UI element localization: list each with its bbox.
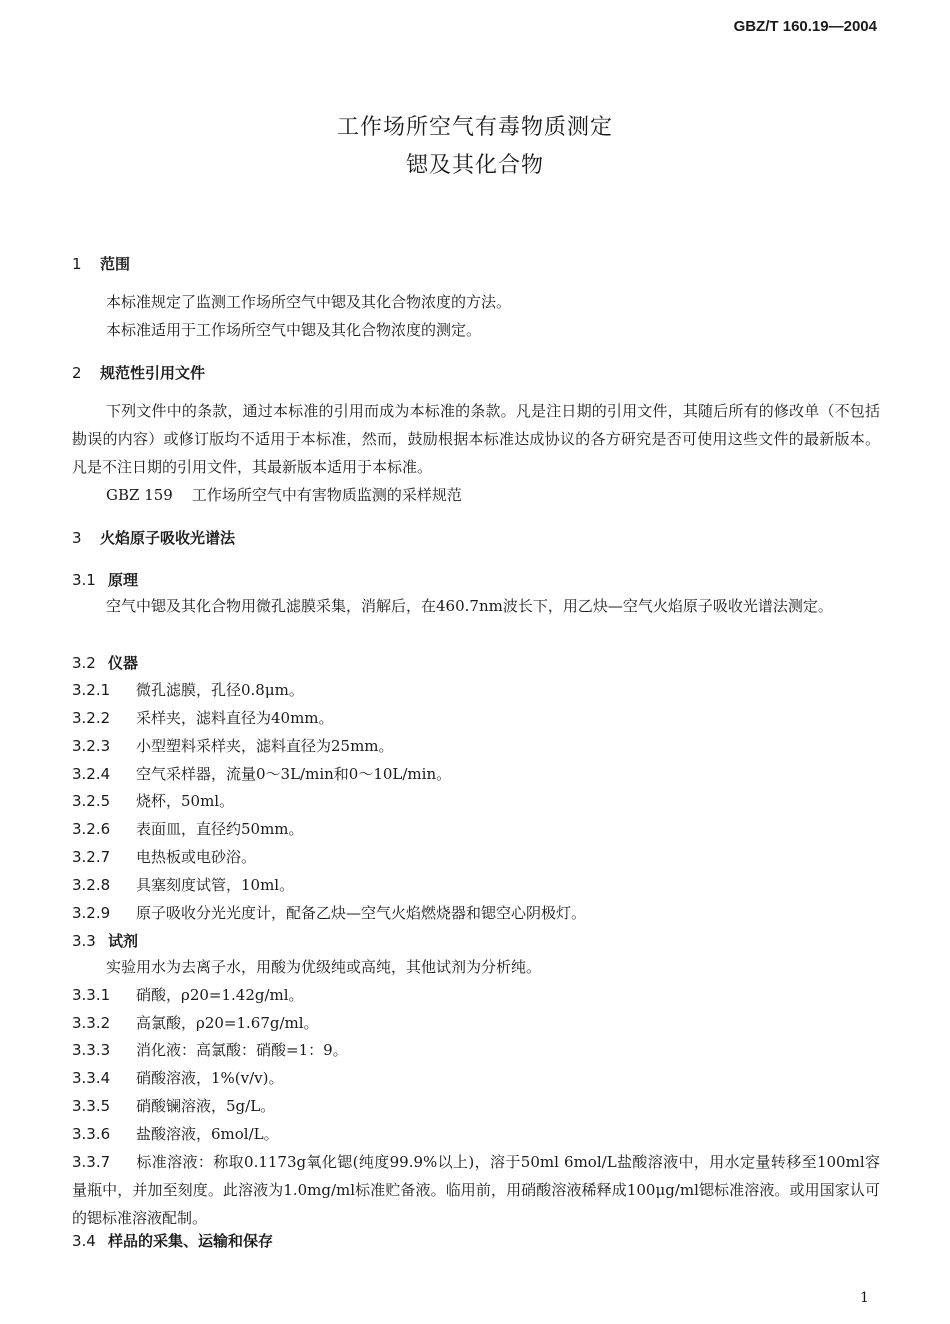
list-item [72, 760, 880, 788]
list-item [72, 732, 880, 760]
item-number: 3.2.2 [72, 709, 111, 727]
item-number: 3.2.8 [72, 876, 111, 894]
subsection-title: 仪器 [108, 654, 139, 672]
subsection-heading [72, 652, 138, 673]
list-item [72, 843, 880, 871]
section-heading [72, 527, 235, 548]
subsection-heading [72, 569, 138, 590]
item-text: 采样夹，滤料直径为40mm。 [136, 709, 334, 727]
paragraph: 实验用水为去离子水，用酸为优级纯或高纯，其他试剂为分析纯。 [106, 958, 542, 976]
section-number: 3 [72, 529, 82, 547]
item-text: 烧杯，50ml。 [136, 792, 235, 810]
subsection-number: 3.1 [72, 571, 96, 589]
list-item [72, 704, 880, 732]
list-item [72, 1092, 880, 1120]
paragraph: 本标准适用于工作场所空气中锶及其化合物浓度的测定。 [106, 321, 482, 339]
paragraph: 下列文件中的条款，通过本标准的引用而成为本标准的条款。凡是注日期的引用文件，其随后所有的修改单（不包括勘误的内容）或修订版均不适用于本标准，然而，鼓励根据本标准达成协议的各方研究是否可使用这些文件的最新版本。凡是不注日期的引用文件，其最新版本适用于本标准。 [72, 402, 880, 476]
doc-subtitle: 锶及其化合物 [405, 153, 544, 178]
item-number: 3.2.9 [72, 904, 111, 922]
item-number: 3.3.5 [72, 1097, 111, 1115]
list-item [72, 676, 880, 704]
item-text: 硝酸镧溶液，5g/L。 [136, 1097, 276, 1115]
item-number: 3.3.6 [72, 1125, 111, 1143]
paragraph: 本标准规定了监测工作场所空气中锶及其化合物浓度的方法。 [106, 293, 512, 311]
item-text: 标准溶液：称取0.1173g氧化锶(纯度99.9%以上)，溶于50ml 6mol/L盐酸溶液中，用水定量转移至100ml容量瓶中，并加至刻度。此溶液为1.0mg/ml标准贮备液。临用前，用硝酸溶液稀释成100μg/ml锶标准溶液。或用国家认可的锶标准溶液配制。 [72, 1153, 880, 1227]
list-item [72, 815, 880, 843]
subsection-title: 原理 [108, 571, 139, 589]
section-title: 规范性引用文件 [100, 364, 206, 382]
section-title: 火焰原子吸收光谱法 [100, 529, 236, 547]
subsection-title: 样品的采集、运输和保存 [108, 1232, 274, 1250]
item-text: 硝酸，ρ20=1.42g/ml。 [136, 986, 304, 1004]
item-number: 3.2.5 [72, 792, 111, 810]
page-number: 1 [860, 1290, 869, 1306]
list-item [72, 899, 880, 927]
section-number: 2 [72, 364, 82, 382]
list-item [72, 1009, 880, 1037]
item-number: 3.3.3 [72, 1041, 111, 1059]
subsection-heading [72, 930, 138, 951]
list-item [72, 787, 880, 815]
item-number: 3.3.1 [72, 986, 111, 1004]
paragraph: 空气中锶及其化合物用微孔滤膜采集，消解后，在460.7nm波长下，用乙炔—空气火焰原子吸收光谱法测定。 [106, 597, 833, 615]
item-number: 3.2.4 [72, 765, 111, 783]
item-number: 3.3.2 [72, 1014, 111, 1032]
doc-title: 工作场所空气有毒物质测定 [336, 115, 613, 140]
item-number: 3.2.6 [72, 820, 111, 838]
reference-entry: GBZ 159 工作场所空气中有害物质监测的采样规范 [106, 486, 462, 504]
subsection-number: 3.2 [72, 654, 96, 672]
item-text: 表面皿，直径约50mm。 [136, 820, 304, 838]
list-item [72, 981, 880, 1009]
item-text: 空气采样器，流量0～3L/min和0～10L/min。 [136, 765, 452, 783]
subsection-number: 3.4 [72, 1232, 96, 1250]
standard-code: GBZ/T 160.19—2004 [733, 18, 877, 35]
item-text: 盐酸溶液，6mol/L。 [136, 1125, 279, 1143]
item-text: 消化液：高氯酸：硝酸=1：9。 [136, 1041, 348, 1059]
item-text: 具塞刻度试管，10ml。 [136, 876, 295, 894]
item-text: 小型塑料采样夹，滤料直径为25mm。 [136, 737, 394, 755]
subsection-heading [72, 1230, 273, 1251]
item-number: 3.2.1 [72, 681, 111, 699]
item-text: 硝酸溶液，1%(v/v)。 [136, 1069, 284, 1087]
section-number: 1 [72, 255, 82, 273]
item-number: 3.2.3 [72, 737, 111, 755]
item-text: 电热板或电砂浴。 [136, 848, 257, 866]
list-item [72, 1120, 880, 1148]
list-item [72, 1064, 880, 1092]
subsection-number: 3.3 [72, 932, 96, 950]
section-heading [72, 362, 205, 383]
subsection-title: 试剂 [108, 932, 139, 950]
item-text: 原子吸收分光光度计，配备乙炔—空气火焰燃烧器和锶空心阴极灯。 [136, 904, 587, 922]
list-item [72, 1148, 880, 1232]
item-text: 高氯酸，ρ20=1.67g/ml。 [136, 1014, 319, 1032]
list-item [72, 871, 880, 899]
section-title: 范围 [100, 255, 131, 273]
item-number: 3.3.7 [72, 1153, 111, 1171]
item-number: 3.3.4 [72, 1069, 111, 1087]
list-item [72, 1036, 880, 1064]
item-text: 微孔滤膜，孔径0.8μm。 [136, 681, 304, 699]
item-number: 3.2.7 [72, 848, 111, 866]
section-heading [72, 253, 130, 274]
